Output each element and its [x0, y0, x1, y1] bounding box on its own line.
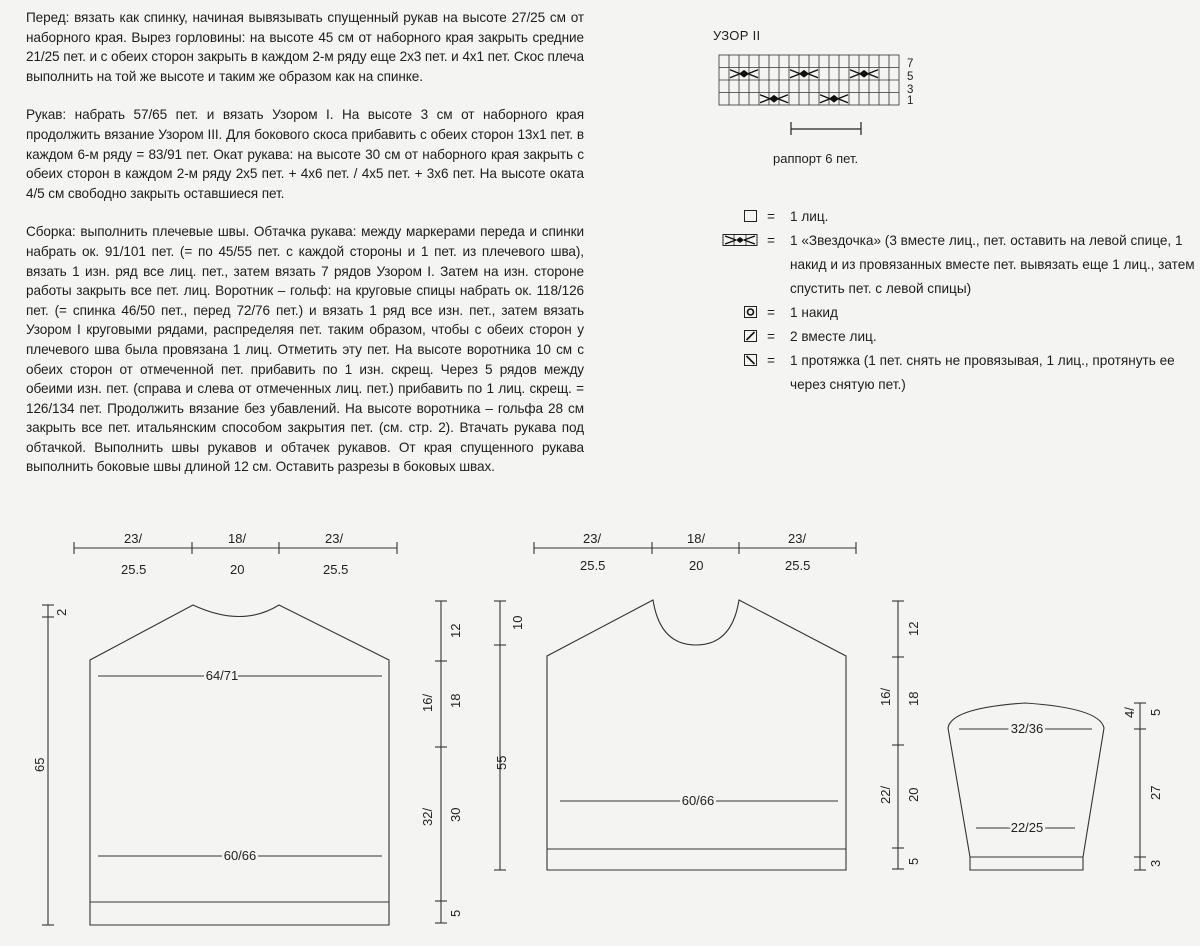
front-text: вязать как спинку, начиная вывязывать спущенный рукав на высоте 27/25 см от наборного края. Вырез горловины: на высоте 45 см от наборного края закрыть средние 21/25 пет. и с обеих сторон закрыть в каждом 2-м ряду еще 2x3 пет. и 4x1 пет. Скос плеча выполнить на той же высоте и таким же образом как на спинке. [26, 10, 584, 84]
assembly-label: Сборка: [26, 224, 76, 240]
legend-eq: = [767, 233, 775, 248]
sleeve-right-dim: 5 [1148, 708, 1163, 716]
front-dim: 23/ [788, 531, 807, 546]
front-dim: 25.5 [580, 558, 606, 573]
front-label: Перед: [26, 10, 70, 25]
legend-text: 1 накид [790, 305, 838, 320]
sleeve-width-bottom: 22/25 [1010, 820, 1044, 835]
back-dim: 25.5 [121, 562, 147, 577]
assembly-text: выполнить плечевые швы. Обтачка рукава: между маркерами переда и спинки набрать ок. 91/101 пет. (= по 45/55 пет. с каждой стороны и 1 пет. из плечевого шва), вязать 1 изн. ряд все лиц. пет., затем вязать 7 рядов Узором I. Затем на изн. стороне работы закрыть все пет. лиц. Воротник – гольф: на круговые спицы набрать ок. 118/126 пет. (= спинка 46/50 пет., перед 72/76 пет.) и вязать 1 ряд все изн. пет., затем вязать Узором I круговыми рядами, распределяя пет. таким образом, чтобы с обеих сторон у плечевого шва была провязана 1 лиц. Отметить эту пет. На высоте воротника 10 см с обеих сторон от отмеченной пет. прибавить по 1 изн. скрещ. Через 5 рядов между обеими изн. пет. (справа и слева от отмеченных лиц. пет.) прибавить по 1 лиц. скрещ. = 126/134 пет. Продолжить вязание без убавлений. На высоте воротника – гольфа 28 см закрыть все пет. итальянским способом закрытия пет. (см. стр. 2). Втачать рукава под обтачкой. Выполнить швы рукавов и обтачек рукавов. От края спущенного рукава выполнить боковые швы длиной 12 см. Оставить разрезы в боковых швах. [26, 224, 584, 475]
back-right-dim: 5 [448, 909, 463, 917]
back-right-dim: 18 [448, 693, 463, 708]
sleeve-piece [948, 703, 1146, 870]
back-dim: 23/ [325, 531, 344, 546]
front-piece [494, 542, 904, 870]
legend-text: 1 «Звездочка» (3 вместе лиц., пет. оставить на левой спице, 1 накид и из провязанных вместе пет. вывязать еще 1 лиц., затем спустить пет. с левой спицы) [790, 233, 1195, 296]
front-right-dim: 12 [906, 621, 921, 636]
back-right-dim: 12 [448, 623, 463, 638]
back-shoulder: 2 [54, 608, 69, 616]
front-right-dim: 20 [906, 787, 921, 802]
row-number: 3 [907, 84, 914, 96]
legend-text: 2 вместе лиц. [790, 329, 877, 344]
front-height: 55 [494, 755, 509, 770]
sleeve-right-dim: 4/ [1122, 707, 1137, 718]
sleeve-label: Рукав: [26, 107, 67, 123]
front-right-dim: 5 [906, 857, 921, 865]
back-width-upper: 64/71 [205, 668, 239, 683]
front-right-dim: 18 [906, 691, 921, 706]
row-number: 1 [907, 95, 914, 107]
front-width: 60/66 [681, 793, 715, 808]
legend-eq: = [767, 353, 775, 368]
front-dim: 20 [689, 558, 704, 573]
legend-eq: = [767, 329, 775, 344]
front-dim: 25.5 [785, 558, 811, 573]
back-width-lower: 60/66 [223, 848, 257, 863]
back-right-dim: 32/ [420, 807, 435, 826]
back-right-dim: 16/ [420, 693, 435, 712]
legend-eq: = [767, 209, 775, 224]
back-dim: 18/ [228, 531, 247, 546]
front-outline [547, 600, 846, 870]
front-dim: 18/ [687, 531, 706, 546]
back-right-dim: 30 [448, 807, 463, 822]
back-labels [32, 531, 463, 917]
back-dim: 25.5 [323, 562, 349, 577]
back-dim: 20 [230, 562, 245, 577]
legend-text: 1 протяжка (1 пет. снять не провязывая, 1 лиц., протянуть ее через снятую пет.) [790, 353, 1175, 392]
pattern-title: УЗОР II [713, 28, 761, 43]
front-right-dim: 22/ [878, 785, 893, 804]
back-dim: 23/ [124, 531, 143, 546]
back-height: 65 [32, 757, 47, 772]
front-neck: 10 [510, 615, 525, 630]
row-number: 7 [907, 58, 914, 70]
rapport-label: раппорт 6 пет. [773, 151, 859, 166]
front-right-dim: 16/ [878, 687, 893, 706]
sleeve-right-dim: 3 [1148, 859, 1163, 867]
front-labels [494, 531, 921, 865]
back-piece [42, 542, 447, 925]
back-outline [90, 605, 389, 925]
legend-eq: = [767, 305, 775, 320]
sleeve-right-dim: 27 [1148, 785, 1163, 800]
sleeve-text: набрать 57/65 пет. и вязать Узором I. На высоте 3 см от наборного края продолжить вязание Узором III. Для бокового скоса прибавить с обеих сторон 13x1 пет. в каждом 6-м ряду = 83/91 пет. Окат рукава: на высоте 30 см от наборного края закрыть с обеих сторон в каждом 2-м ряду 2x5 пет. + 4x6 пет. / 4x5 пет. + 3x6 пет. На высоте оката 4/5 см свободно закрыть оставшиеся пет. [26, 107, 584, 201]
sleeve-width-top: 32/36 [1010, 721, 1044, 736]
front-dim: 23/ [583, 531, 602, 546]
legend-text: 1 лиц. [790, 209, 829, 224]
row-number: 5 [907, 71, 914, 83]
